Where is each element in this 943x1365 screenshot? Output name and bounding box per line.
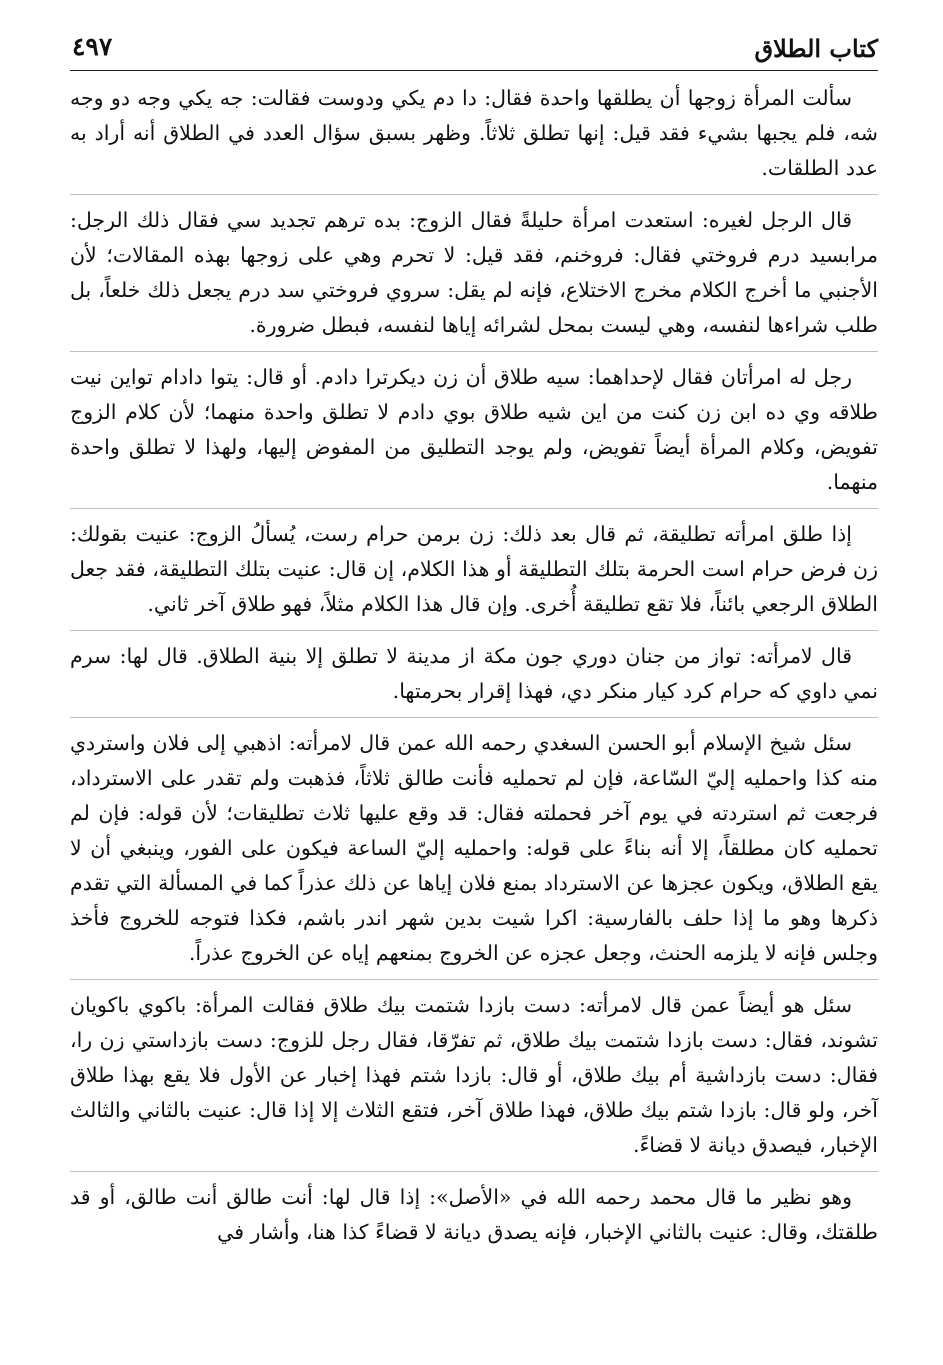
chapter-title: كتاب الطلاق [754, 34, 878, 63]
paragraph-6: سئل شيخ الإسلام أبو الحسن السغدي رحمه الله عمن قال لامرأته: اذهبي إلى فلان واستردي منه كذا واحمليه إليّ السّاعة، فإن لم تحمليه فأنت طالق ثلاثاً، فذهبت ولم تقدر على الاسترداد، فرجعت ثم استردته في يوم آخر فحملته فقال: قد وقع عليها ثلاث تطليقات؛ لأن قوله: فإن لم تحمليه كان مطلقاً، إلا أنه بناءً على قوله: واحمليه إليّ الساعة فيكون على الفور، وينبغي أن لا يقع الطلاق، ويكون عجزها عن الاسترداد بمنع فلان إياها عن ذلك عذراً كما في المسألة التي تقدم ذكرها وهو ما إذا حلف بالفارسية: اكرا شيت بدين شهر اندر باشم، فكذا فتوجه للخروج فأخذ وجلس فإنه لا يلزمه الحنث، وجعل عجزه عن الخروج بمنعهم إياه عن الخروج عذراً. [70, 726, 878, 980]
paragraph-8: وهو نظير ما قال محمد رحمه الله في «الأصل»: إذا قال لها: أنت طالق أنت طالق، أو قد طلقتك، وقال: عنيت بالثاني الإخبار، فإنه يصدق ديانة لا قضاءً كذا هنا، وأشار في [70, 1185, 878, 1244]
paragraph-7: سئل هو أيضاً عمن قال لامرأته: دست بازدا شتمت بيك طلاق فقالت المرأة: باكوي باكويان تشوند، فقال: دست بازدا شتمت بيك طلاق، ثم تفرّقا، فقال رجل للزوج: دست بازداستي زن را، فقال: دست بازداشية أم بيك طلاق، أو قال: بازدا شتم فهذا إخبار عن الأول فلا يقع بهذا طلاق آخر، ولو قال: بازدا شتم بيك طلاق، فهذا طلاق آخر، فتقع الثلاث إلا إذا قال: عنيت بالثاني والثالث الإخبار، فيصدق ديانة لا قضاءً. [70, 988, 878, 1172]
paragraph-5: قال لامرأته: تواز من جنان دوري جون مكة از مدينة لا تطلق إلا بنية الطلاق. قال لها: سرم نمي داوي كه حرام كرد كيار منكر دي، فهذا إقرار بحرمتها. [70, 639, 878, 718]
running-header [70, 28, 878, 68]
paragraph-1: سألت المرأة زوجها أن يطلقها واحدة فقال: دا دم يكي ودوست فقالت: جه يكي وجه دو وجه شه، فلم يجبها بشيء فقد قيل: إنها تطلق ثلاثاً. وظهر بسبق سؤال العدد في الطلاق أنه أراد به عدد الطلقات. [70, 81, 878, 195]
paragraph-2: قال الرجل لغيره: استعدت امرأة حليلةً فقال الزوج: بده ترهم تجديد سي فقال ذلك الرجل: مرابسيد درم فروختي فقال: فروخنم، فقد قيل: لا تحرم وهي على زوجها بهذه المقالات؛ لأن الأجنبي ما أخرج الكلام مخرج الاختلاع، فإنه لم يقل: سروي فروختي سد درم يجعل ذلك خلعاً، بل طلب شراءها لنفسه، وهي ليست بمحل لشرائه إياها لنفسه، فبطل ضرورة. [70, 203, 878, 352]
page-body [70, 81, 878, 1250]
paragraph-3: رجل له امرأتان فقال لإحداهما: سيه طلاق أن زن ديكرترا دادم. أو قال: يتوا دادام تواين نيت طلاقه وي ده ابن زن كنت من اين شيه طلاق بوي دادم لا تطلق واحدة منهما؛ لأن كلام الزوج تفويض، وكلام المرأة أيضاً تفويض، ولم يوجد التطليق من المفوض إليها، ولهذا لا تطلق واحدة منهما. [70, 360, 878, 509]
page-number: ٤٩٧ [72, 32, 113, 61]
book-page [70, 28, 878, 1250]
header-rule [70, 70, 878, 71]
paragraph-4: إذا طلق امرأته تطليقة، ثم قال بعد ذلك: زن برمن حرام رست، يُسألُ الزوج: عنيت بقولك: زن فرض حرام است الحرمة بتلك التطليقة أو هذا الكلام، إن قال: عنيت بتلك التطليقة، فقد جعل الطلاق الرجعي بائناً، فلا تقع تطليقة أُخرى. وإن قال هذا الكلام مثلاً، فهو طلاق آخر ثاني. [70, 517, 878, 631]
